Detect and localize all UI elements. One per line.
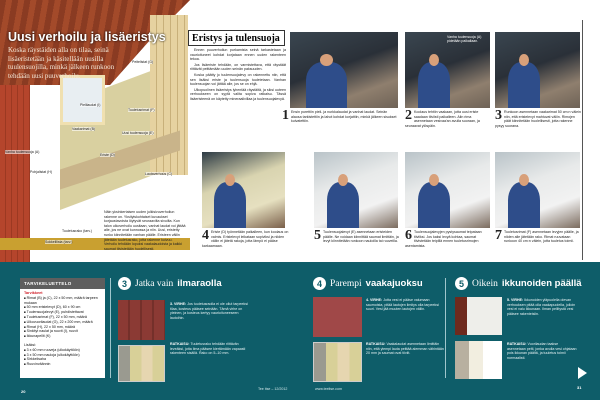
next-page-arrow-icon (578, 367, 587, 379)
step-5-photo (314, 152, 398, 228)
label: Pielilaudat (I) (80, 103, 101, 107)
page-number-right: 31 (577, 385, 582, 390)
step-1-caption: 1 Ensin purettiin pieli- ja nurkkalaudat ja vanhat laudat. Seinän alaosa tarkistettiin ja lahot kohdat korjattiin, minkä jälkeen sisukset kuivatettiin. (282, 108, 397, 124)
label: Vanha tuulensuoja (A) (5, 150, 40, 154)
section-3-diagram (118, 345, 165, 382)
label: Lautaverhous (C) (145, 172, 173, 176)
list-item: ■ Tuulensuojalevyt (E), puhdistettavat (24, 310, 101, 315)
list-item: ■ 50 mm eristelevyt (D), 60 x 90 cm (24, 305, 101, 310)
title-plain: Oikein (472, 278, 498, 289)
footer-magazine: Tee itse – 12/2012 (258, 387, 288, 391)
section-3-error: 3. VIRHE: Jos tuuletusraolla ei ole ollut tarpeeksi tilaa, kosteus pääsee seinään. Tämä virhe on yleinen, ja kosteus kertyy vaurioituneeseen lautoihin. (170, 302, 248, 320)
paragraph: Jos lisäeriste tehdään, on varmistettava, että räystäät riittävät peittämään uuden seinän paksuuden. (190, 62, 286, 72)
section-number: 3 (118, 277, 131, 290)
section-5-diagram (455, 341, 502, 379)
title-plain: Parempi (330, 278, 362, 289)
article-title: Eristys ja tulensuoja (188, 30, 285, 46)
section-3-photo (118, 300, 165, 340)
divider (445, 278, 446, 378)
list-item: ■ 3 x 50 mm nauloja (ulkokäyttöön) (24, 353, 101, 358)
step-7-caption: 7 Tuuletusrimat (F) asennetaan levyjen päälle, ja niiden alle jätetään rako. Rimat ruuvataan runkoon 40 cm:n välein, jotta tuuletus toimii. (495, 228, 579, 244)
label: Peitelistat (G) (132, 60, 154, 64)
paragraph: Ennen puuverhoilun purkamista seinä tarkastetaan ja vaurioituneet kohdat korjataan ennen uuden rakenteen tekoa. (190, 48, 286, 62)
list-item: ■ 3 x 60 mm ruuveja (ulkokäyttöön) (24, 348, 101, 353)
paragraph: Koska päätty jo tuulensuojalevy on rakennettu niin, että sen lisäksi eriste ja tuulensuoja tuuletetaan. Vanhan tuulensuojan voi jättää alle, jos se on ehjä. (190, 72, 286, 87)
list-item: ■ Sinkityt naulat ja ruuvit (I), ruuvit (24, 329, 101, 334)
window (60, 75, 105, 125)
label: Eriste (D) (100, 153, 115, 157)
paragraph: Ulkopuolinen lisäeristys lyhentää räystäitä, ja siksi uuteen verhoukseen on syytä valita sopiva ratkaisu. Tässä lisäeristeenä on käytetty mineraalivillaa ja tuulensuojalevyä. (190, 87, 286, 101)
section-5-error: 5. VIRHE: Ikkunoiden yläpuolella olevan verhouksen pitää olla vaakapuolella, jolloin vesi ei valu ikkunaan. Ilman pellitystä vesi pääsee rakenteisiin. (507, 298, 576, 316)
materials-heading: TARVIKELUETTELO (20, 278, 105, 289)
section-5-heading (455, 277, 582, 290)
section-4-fix: RATKAISU: Vaakalaudat asennetaan limittäin niin, että ylempi lauta peittää alemman vähintään 20 mm ja saumat ovat tiiviit. (366, 342, 444, 356)
title-plain: Jatka vain (135, 278, 174, 289)
step-5-caption: 5 Tuulensuojalevyt (E) asennetaan eristeiden päälle. Ne voidaan kiinnittää saumat limittäin, ja levyt kiinnitetään runkoon nauloilla tai ruuveilla. (314, 228, 399, 244)
tools-heading: Lisäksi: (24, 342, 36, 347)
step-6-photo (405, 152, 490, 228)
section-4-diagram (313, 342, 362, 382)
section-5-fix: RATKAISU: Vuorilaudan taakse asennetaan pelti, jonka avulla vesi ohjataan pois ikkunan päältä, ja tuuletus toimii normaalisti. (507, 342, 577, 360)
label: Vaakarimat (B) (72, 127, 96, 131)
title-bold: vaakajuoksu (365, 278, 423, 289)
illustration-body: Näin yksinkertaisen uuden julkisivuverhoilun rakenne on. Yksityiskohtaiset kuvaukset korjaustavoista löytyvät seuraavilta sivuilta. Kun talon ulkoverhoilu uusitaan, vanhat laudat voi jättää alle, jos ne ovat kunnossa ja niin. Uusi, eristetty runko kiinnitetään vanhan päälle. Eristeen väliin jätetään tuuletusrako, jotta rakenne kuivuu. Verhoilu tehdään lopuksi vaakalaudoista ja kaikki saumat tiivistetään huolellisesti. (104, 210, 186, 251)
column-rule (582, 20, 583, 260)
section-4-photo (313, 297, 362, 337)
photo-annotation: Vanha tuulensuoja (A) pidetään paikallaan. (447, 35, 482, 43)
step-3-caption: 3 Runkoon asennetaan vaakarimat 50 cm:n välein niin, että eristelevyt mahtuvat väliin. Rimojen päät kiinnitetään huolellisesti, jotta rakenne pysyy suorana. (495, 108, 581, 128)
step-7-photo (495, 152, 580, 228)
label: Sokkelilista (tarv.) (45, 240, 73, 244)
divider (110, 278, 111, 378)
illustration-title: Uusi verhoilu ja lisäeristys (8, 30, 166, 44)
label: Uusi tuulensuoja (E) (122, 131, 154, 135)
label: Pohjalistat (H) (30, 170, 52, 174)
section-number: 5 (455, 277, 468, 290)
step-1-photo (290, 32, 398, 108)
page-number-left: 20 (21, 389, 26, 394)
step-3-photo (495, 32, 580, 108)
list-item: ■ Sirkkelisaha (24, 357, 101, 362)
step-2-caption: 2 Koolaus tehtiin vaakaan, jotta uusi eriste saadaan tiiviisti paikalleen. Alin rima asennetaan vesivaa'an avulla suoraan, ja seuraavat ylöspäin. (405, 108, 480, 128)
section-4-error: 4. VIRHE: Jotta vesi ei pääse valumaan saumoista, pitää lautojen limitys olla tarpeeksi suuri. Vesi jää muuten lautojen väliin. (366, 298, 439, 312)
section-5-photo (455, 297, 502, 335)
step-4-photo (202, 152, 285, 228)
materials-list (20, 289, 105, 369)
list-item: ■ Ikkunapellit (K) (24, 334, 101, 339)
step-4-caption: 4 Eriste (D) työnnetään paikalleen, kun koolaus on valmis. Eristelevyt leikataan sopiviksi ja niiden väliin ei jätetä rakoja, jotta lämpö ei pääse karkaamaan. (202, 228, 289, 248)
list-item: ■ Ruuvinväännin (24, 362, 101, 367)
label: Tuuletusrako (tarv.) (62, 229, 92, 233)
article-body (190, 48, 286, 103)
list-item: ■ Ulkovuorilaudat (G), 22 x 200 mm, määrä (24, 320, 101, 325)
label: Tuuletusrimat (F) (128, 108, 155, 112)
step-2-photo (405, 32, 490, 108)
materials-subheading: Tarvikkeet (24, 291, 43, 295)
red-wall (0, 85, 30, 262)
title-bold: ikkunoiden päällä (501, 278, 582, 289)
illustration-lead: Koska räystäiden alla on tilaa, seinä lisäeristetään ja käsitellään uusilla tuulensuojilla, minkä jälkeen runkoon tehdään uusi puuverhoilu. (8, 46, 115, 80)
list-item: ■ Rimat (B) ja (C), 22 x 50 mm, määrä tarpeen mukaan (24, 296, 101, 306)
section-3-heading (118, 277, 222, 290)
section-number: 4 (313, 277, 326, 290)
step-6-caption: 6 Tuulensuojalevyjen pystysaumat teipataan tiiviiksi. Jos kaksi levyä kohtaa, saumat tiivistetään teipillä ennen tuuletusrimojen asentamista. (405, 228, 482, 248)
list-item: ■ Tuuletusrimat (F), 22 x 50 mm, määrä (24, 315, 101, 320)
list-item: ■ Rimat (H), 22 x 50 mm, määrä (24, 325, 101, 330)
footer-website: www.teeitse.com (315, 387, 342, 391)
title-bold: ilmaraolla (177, 278, 222, 289)
materials-box (20, 278, 105, 378)
section-4-heading (313, 277, 423, 290)
section-3-fix: RATKAISU: Tuuletusrako tehdään riittävän leveäksi, jotta ilma pääsee kiertämään vapaasti rakenteen sisällä. Rako on 5–10 mm. (170, 342, 246, 356)
